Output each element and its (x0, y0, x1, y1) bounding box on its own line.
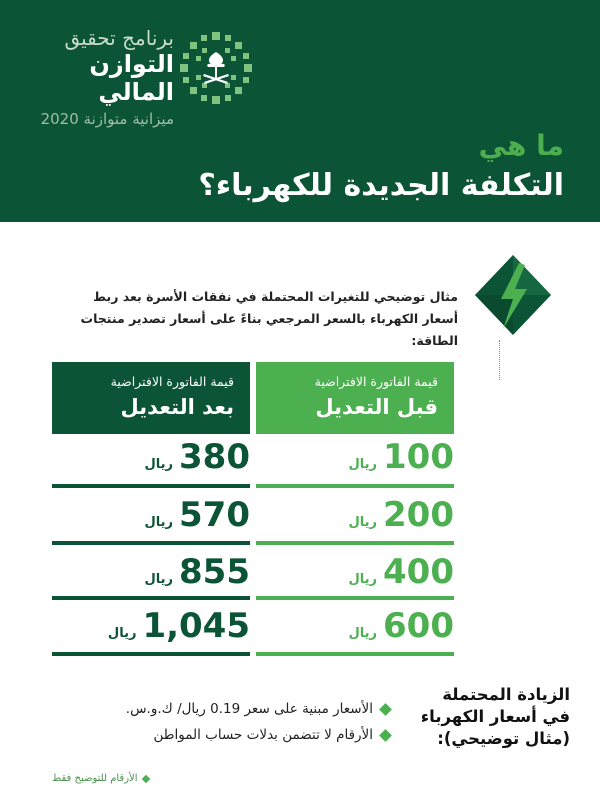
currency-label: ريال (144, 515, 174, 530)
value-number: 380 (179, 437, 250, 477)
value-before-row-1 (348, 437, 454, 477)
value-after-row-3 (144, 552, 250, 592)
headline (198, 128, 564, 208)
note-title: الزيادة المحتملة في أسعار الكهرباء (مثال توضيحي): (420, 685, 570, 748)
lightning-bolt-icon (473, 253, 553, 341)
dotted-divider (499, 340, 500, 380)
diamond-bullet-icon (379, 703, 392, 716)
headline-small: ما هي (478, 129, 564, 162)
value-before-row-3 (348, 552, 454, 592)
row-divider (52, 541, 250, 545)
currency-label: ريال (107, 626, 137, 641)
headline-big: التكلفة الجديدة للكهرباء؟ (198, 168, 564, 203)
row-divider (256, 596, 454, 600)
footnote (52, 773, 149, 784)
list-item (126, 722, 390, 748)
column-header-before (256, 362, 454, 434)
program-emblem-icon (178, 30, 254, 106)
column-before-title: قبل التعديل (315, 395, 438, 419)
currency-label: ريال (348, 572, 378, 587)
value-after-row-2 (144, 495, 250, 535)
value-before-row-4 (348, 606, 454, 646)
row-divider (52, 596, 250, 600)
column-before-subtitle: قيمة الفاتورة الافتراضية (314, 374, 438, 389)
row-divider (52, 484, 250, 488)
value-after-row-1 (144, 437, 250, 477)
value-number: 570 (179, 495, 250, 535)
value-after-row-4 (108, 606, 250, 646)
bullet-text: الأسعار مبنية على سعر 0.19 ريال/ ك.و.س. (125, 701, 373, 717)
program-brand (24, 26, 174, 130)
row-divider (256, 541, 454, 545)
currency-label: ريال (348, 457, 378, 472)
currency-label: ريال (144, 572, 174, 587)
diamond-bullet-icon (141, 774, 149, 782)
value-number: 100 (383, 437, 454, 477)
intro-text: مثال توضيحي للتغيرات المحتملة في نفقات الأسرة بعد ربط أسعار الكهرباء بالسعر المرجعي بناءً على أسعار تصدير منتجات الطاقة: (80, 289, 458, 348)
value-number: 600 (383, 606, 454, 646)
column-after-subtitle: قيمة الفاتورة الافتراضية (110, 374, 234, 389)
footnote-text: الأرقام للتوضيح فقط (52, 773, 138, 784)
column-after-title: بعد التعديل (120, 395, 234, 419)
column-header-after (52, 362, 250, 434)
bullet-text: الأرقام لا تتضمن بدلات حساب المواطن (153, 727, 373, 743)
value-number: 200 (383, 495, 454, 535)
currency-label: ريال (348, 515, 378, 530)
diamond-bullet-icon (379, 729, 392, 742)
list-item (126, 696, 390, 722)
value-before-row-2 (348, 495, 454, 535)
row-divider (256, 484, 454, 488)
brand-line-2: التوازن المالي (89, 50, 174, 106)
currency-label: ريال (348, 626, 378, 641)
brand-line-1: برنامج تحقيق (64, 26, 174, 50)
value-number: 1,045 (142, 606, 250, 646)
row-divider (256, 652, 454, 656)
value-number: 855 (179, 552, 250, 592)
value-number: 400 (383, 552, 454, 592)
header-banner (0, 0, 600, 222)
currency-label: ريال (144, 457, 174, 472)
note-bullets (126, 696, 390, 748)
row-divider (52, 652, 250, 656)
brand-line-3: ميزانية متوازنة 2020 (40, 110, 174, 128)
